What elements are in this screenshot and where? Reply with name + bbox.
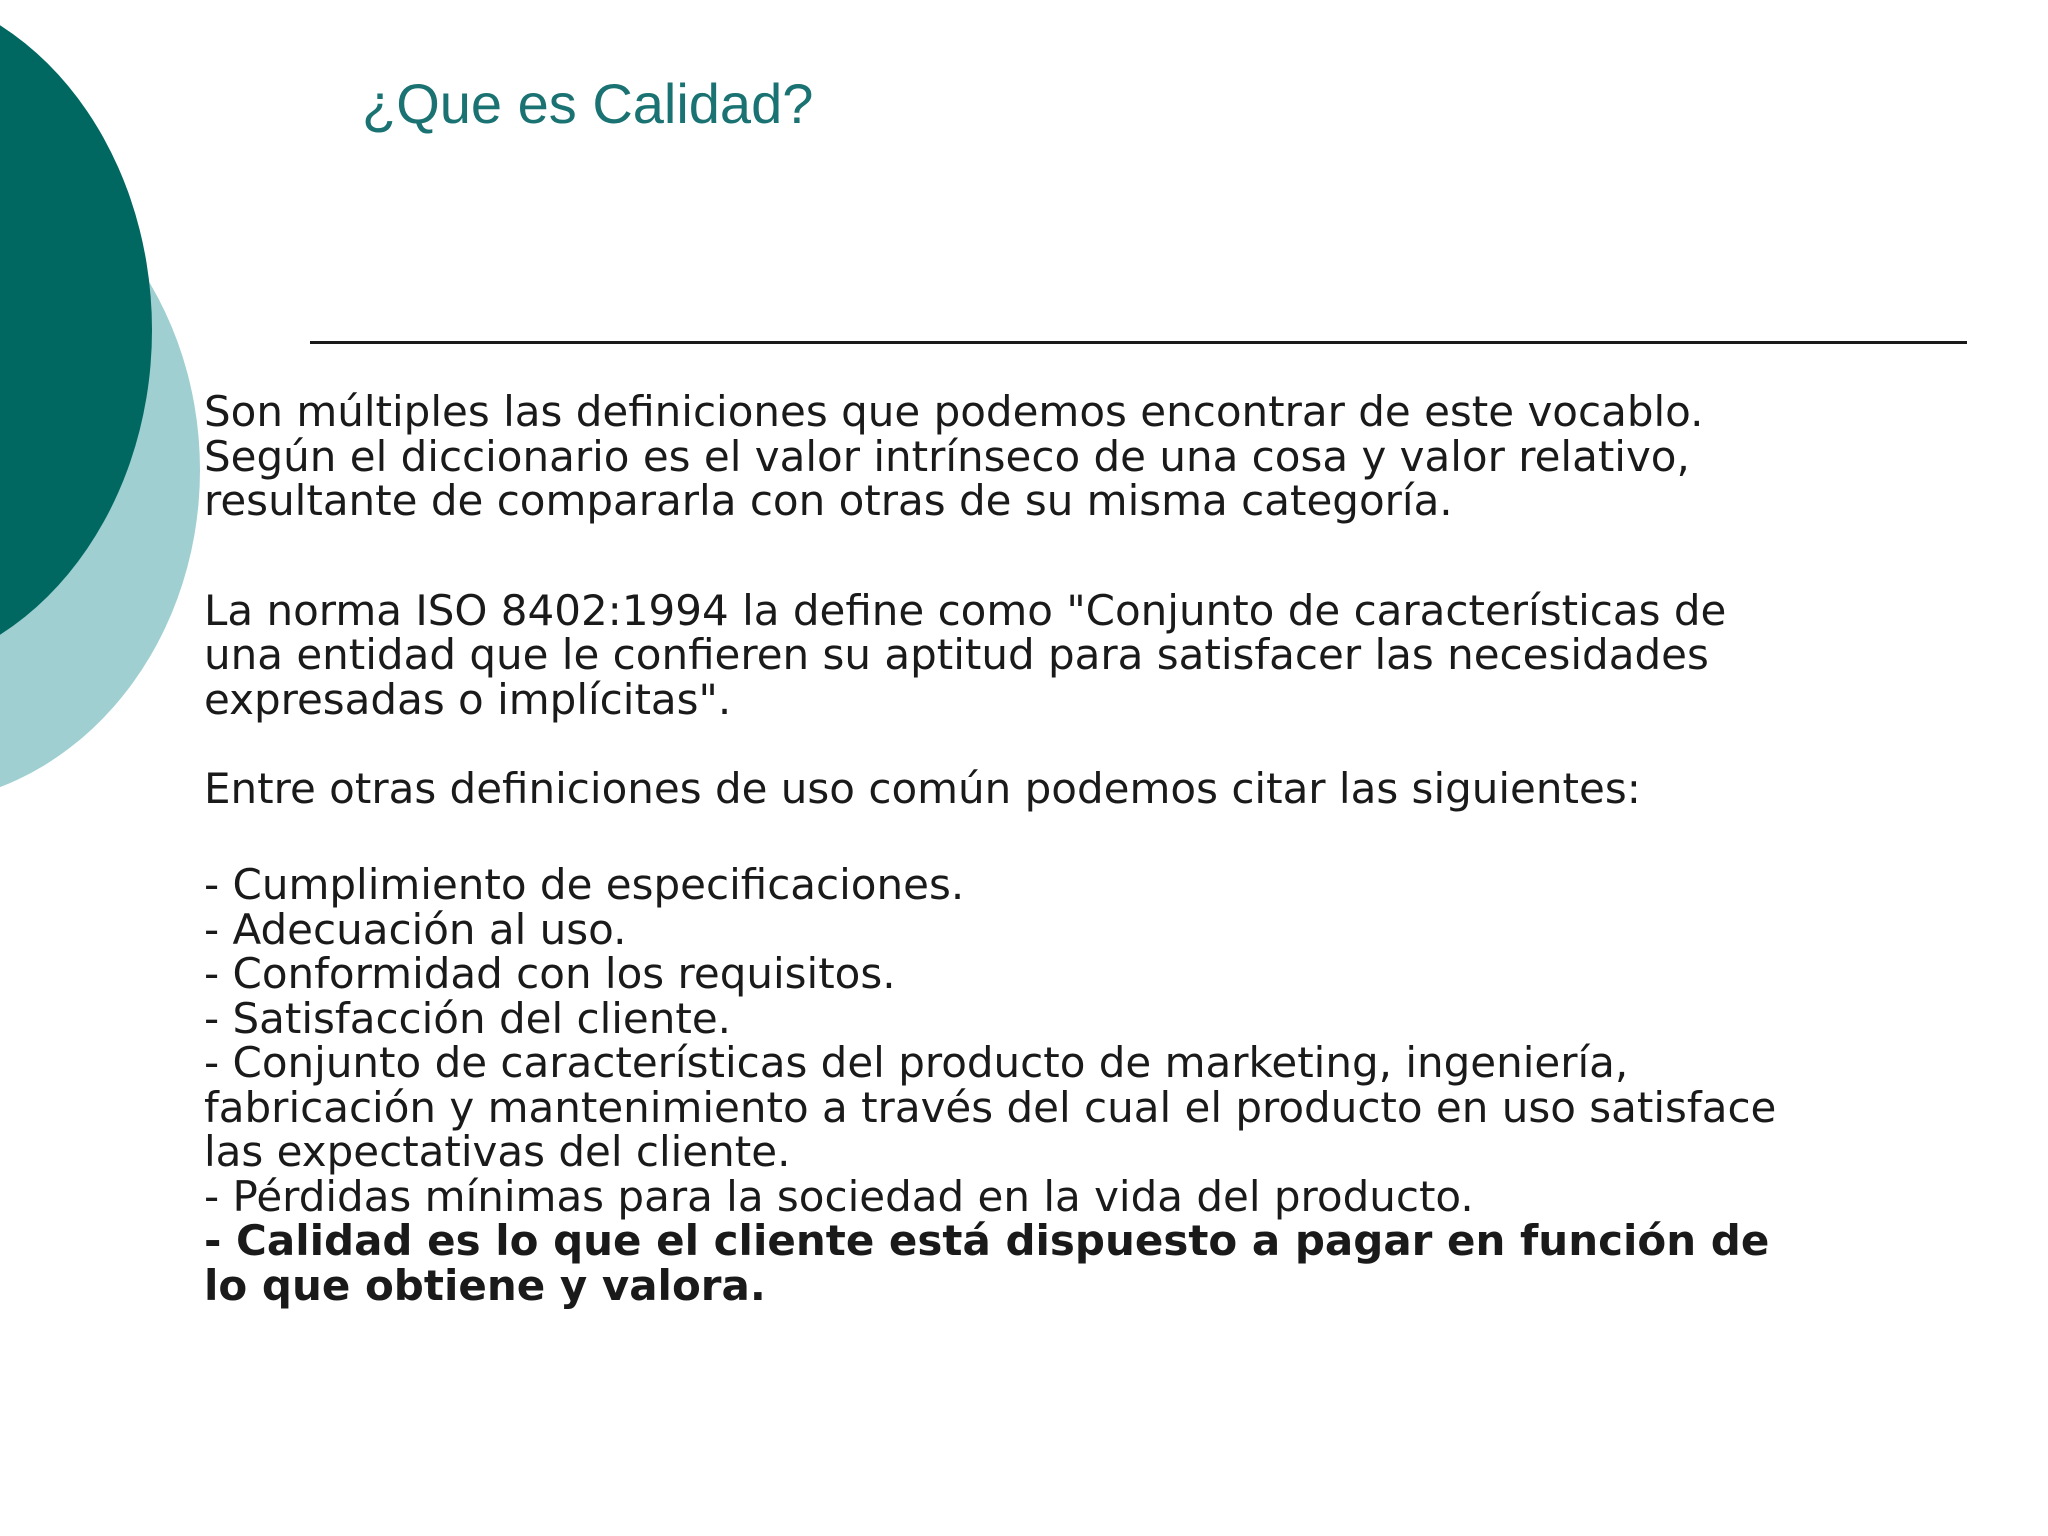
text-line: La norma ISO 8402:1994 la define como "Conjunto de características de — [204, 585, 1727, 635]
bold-list-item-line: - Calidad es lo que el cliente está dispuesto a pagar en función de — [204, 1216, 1770, 1265]
list-item-line: - Pérdidas mínimas para la sociedad en la vida del producto. — [204, 1171, 1474, 1221]
list-item-line: - Cumplimiento de especificaciones. — [204, 860, 965, 909]
list-item-line: - Conformidad con los requisitos. — [204, 949, 896, 998]
spacer — [204, 811, 1964, 863]
list-item-line: - Adecuación al uso. — [204, 904, 627, 954]
text-line: expresadas o implícitas". — [204, 674, 732, 724]
slide-title: ¿Que es Calidad? — [362, 72, 814, 135]
list-item-line: las expectativas del cliente. — [204, 1127, 791, 1176]
spacer — [204, 524, 1964, 589]
spacer — [204, 722, 1964, 767]
text-line: Son múltiples las definiciones que podemos encontrar de este vocablo. — [204, 387, 1704, 436]
list-item-line: - Conjunto de características del producto de marketing, ingeniería, — [204, 1038, 1629, 1087]
list-item-line: fabricación y mantenimiento a través del cual el producto en uso satisface — [204, 1082, 1777, 1132]
text-line: Según el diccionario es el valor intrínseco de una cosa y valor relativo, — [204, 431, 1690, 481]
list-item-line: - Satisfacción del cliente. — [204, 993, 732, 1043]
paragraph-list-intro: Entre otras definiciones de uso común podemos citar las siguientes: — [204, 763, 1641, 813]
paragraph-dictionary-definition — [204, 387, 1964, 525]
text-line: resultante de compararla con otras de su misma categoría. — [204, 476, 1453, 525]
slide-body — [204, 387, 1964, 1310]
bold-list-item-line: lo que obtiene y valora. — [204, 1260, 766, 1310]
text-line: una entidad que le confieren su aptitud para satisfacer las necesidades — [204, 630, 1709, 679]
definitions-list — [204, 860, 1964, 1310]
title-divider — [310, 341, 1967, 344]
paragraph-iso-definition — [204, 585, 1964, 724]
